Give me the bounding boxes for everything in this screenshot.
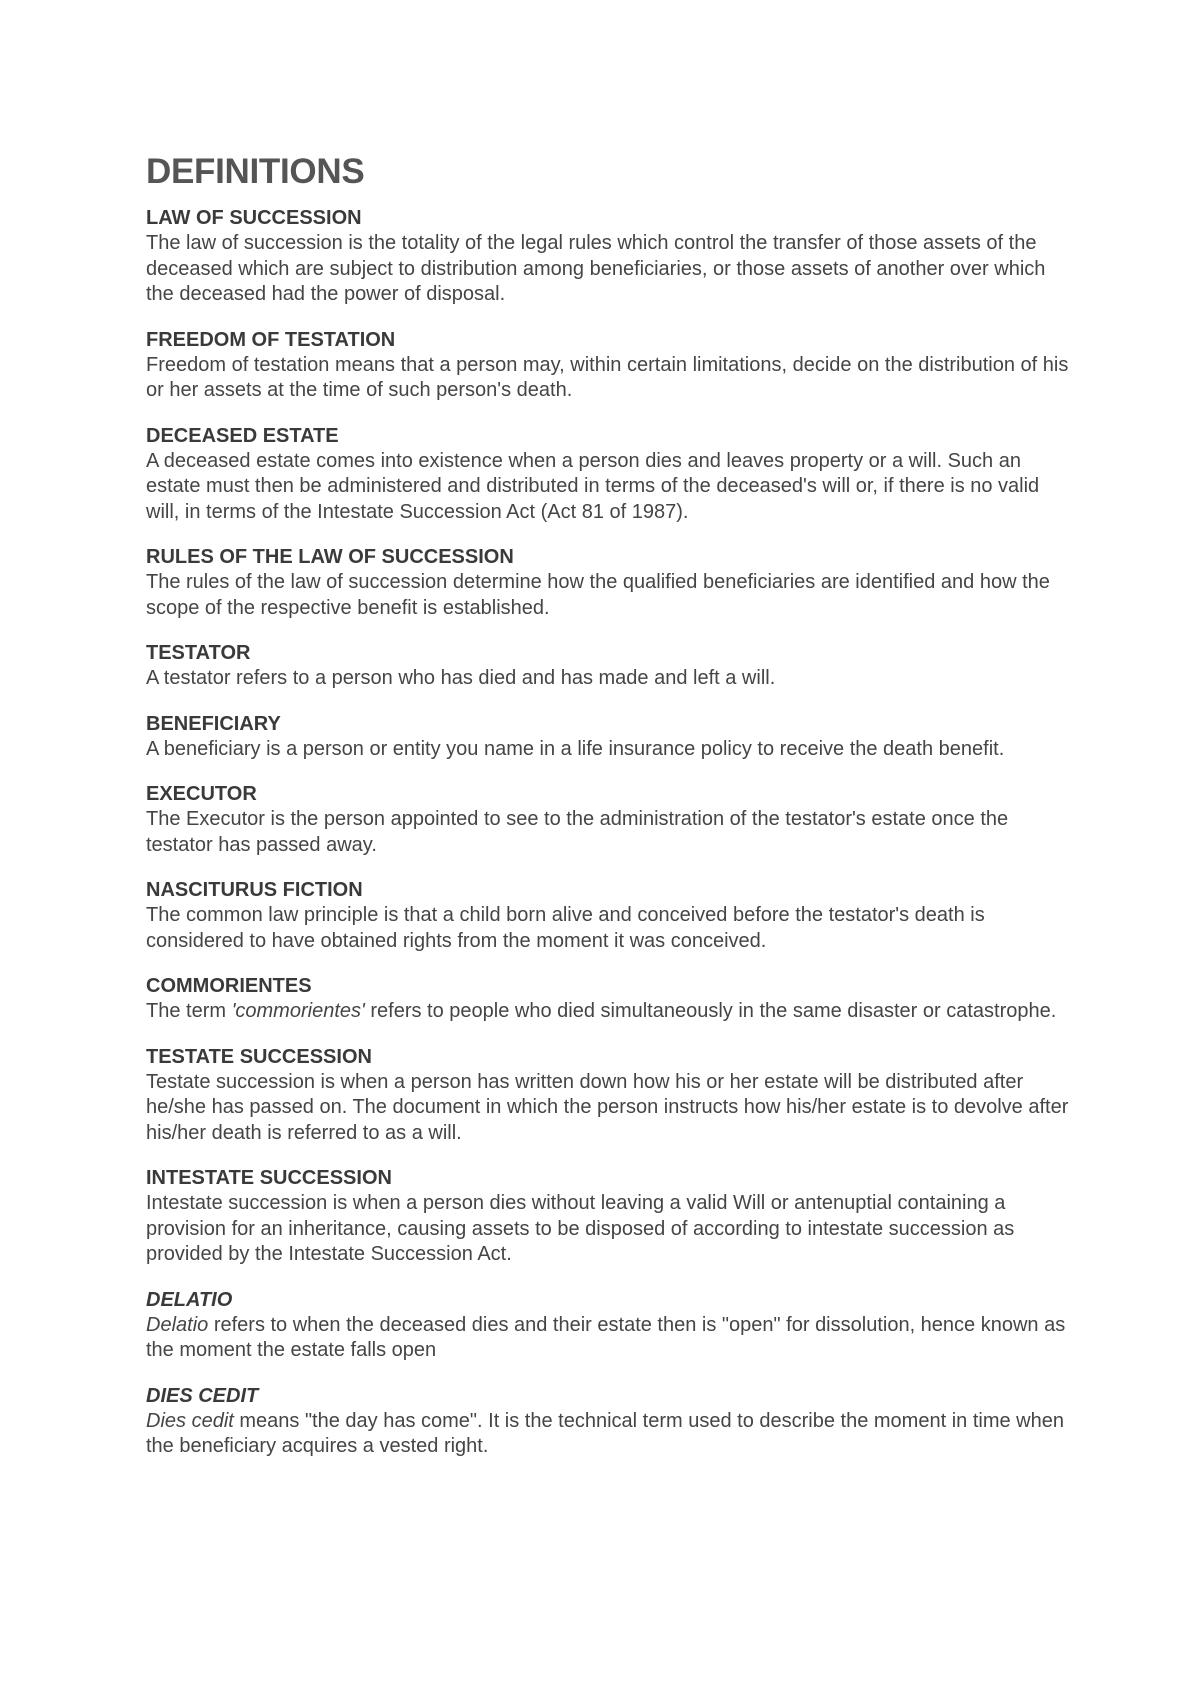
term-definition: The law of succession is the totality of the legal rules which control the transfer of those assets of the deceased which are subject to distribution among beneficiaries, or those assets of another over which the deceased had the power of disposal. xyxy=(146,232,1046,306)
term-definition: A beneficiary is a person or entity you name in a life insurance policy to receive the death benefit. xyxy=(146,737,1005,760)
term-heading: DIES CEDIT xyxy=(146,1384,259,1407)
definition-entry-nasciturus-fiction xyxy=(146,878,1076,954)
term-definition: Intestate succession is when a person dies without leaving a valid Will or antenuptial containing a provision for an inheritance, causing assets to be disposed of according to intestate succession as provided by the Intestate Succession Act. xyxy=(146,1192,1015,1266)
term-definition: The rules of the law of succession determine how the qualified beneficiaries are identified and how the scope of the respective benefit is established. xyxy=(146,571,1050,619)
definition-entry-executor xyxy=(146,782,1076,858)
definition-entry-deceased-estate xyxy=(146,424,1076,526)
term-heading: RULES OF THE LAW OF SUCCESSION xyxy=(146,546,514,569)
definition-entry-commorientes xyxy=(146,974,1076,1025)
definition-italic-text: 'commorientes' xyxy=(231,1000,365,1023)
term-definition xyxy=(146,1313,1076,1364)
term-definition: A deceased estate comes into existence when a person dies and leaves property or a will. Such an estate must then be administered and distributed in terms of the deceased's will or, if there is no valid will, in terms of the Intestate Succession Act (Act 81 of 1987). xyxy=(146,449,1040,523)
definition-italic-text: Delatio xyxy=(146,1313,209,1336)
term-heading: COMMORIENTES xyxy=(146,975,312,998)
definition-entry-rules-of-law-of-succession xyxy=(146,545,1076,621)
definition-entry-law-of-succession xyxy=(146,206,1076,308)
definition-entry-delatio xyxy=(146,1288,1076,1364)
term-definition: A testator refers to a person who has died and has made and left a will. xyxy=(146,667,776,690)
definition-text: means "the day has come". It is the technical term used to describe the moment in time when the beneficiary acquires a vested right. xyxy=(146,1409,1064,1458)
definition-entry-freedom-of-testation xyxy=(146,328,1076,404)
term-heading: TESTATE SUCCESSION xyxy=(146,1045,372,1068)
definition-text: The term xyxy=(146,1000,232,1023)
term-heading: DECEASED ESTATE xyxy=(146,424,339,447)
definition-entry-dies-cedit xyxy=(146,1384,1076,1460)
term-heading: INTESTATE SUCCESSION xyxy=(146,1167,392,1190)
term-definition: The Executor is the person appointed to see to the administration of the testator's estate once the testator has passed away. xyxy=(146,808,1009,856)
page-title: DEFINITIONS xyxy=(146,152,365,191)
definition-text: refers to people who died simultaneously in the same disaster or catastrophe. xyxy=(364,1000,1057,1023)
term-heading: NASCITURUS FICTION xyxy=(146,879,363,902)
definition-entry-testator xyxy=(146,641,1076,692)
term-heading: EXECUTOR xyxy=(146,783,257,806)
document-page xyxy=(146,152,1076,1480)
definition-italic-text: Dies cedit xyxy=(146,1409,234,1432)
term-heading: FREEDOM OF TESTATION xyxy=(146,328,396,351)
definition-entry-intestate-succession xyxy=(146,1166,1076,1268)
definition-entry-beneficiary xyxy=(146,712,1076,763)
term-definition: Testate succession is when a person has written down how his or her estate will be distributed after he/she has passed on. The document in which the person instructs how his/her estate is to devolve after his/her death is referred to as a will. xyxy=(146,1070,1069,1144)
definition-entry-testate-succession xyxy=(146,1045,1076,1147)
term-definition: The common law principle is that a child born alive and conceived before the testator's death is considered to have obtained rights from the moment it was conceived. xyxy=(146,904,985,952)
term-heading: BENEFICIARY xyxy=(146,712,281,735)
term-heading: LAW OF SUCCESSION xyxy=(146,207,362,230)
definition-text: refers to when the deceased dies and their estate then is "open" for dissolution, hence known as the moment the estate falls open xyxy=(146,1313,1066,1362)
term-definition: Freedom of testation means that a person may, within certain limitations, decide on the distribution of his or her assets at the time of such person's death. xyxy=(146,353,1069,402)
term-definition xyxy=(146,1409,1076,1460)
term-definition xyxy=(146,999,1076,1025)
term-heading: TESTATOR xyxy=(146,642,251,665)
term-heading: DELATIO xyxy=(146,1288,233,1311)
